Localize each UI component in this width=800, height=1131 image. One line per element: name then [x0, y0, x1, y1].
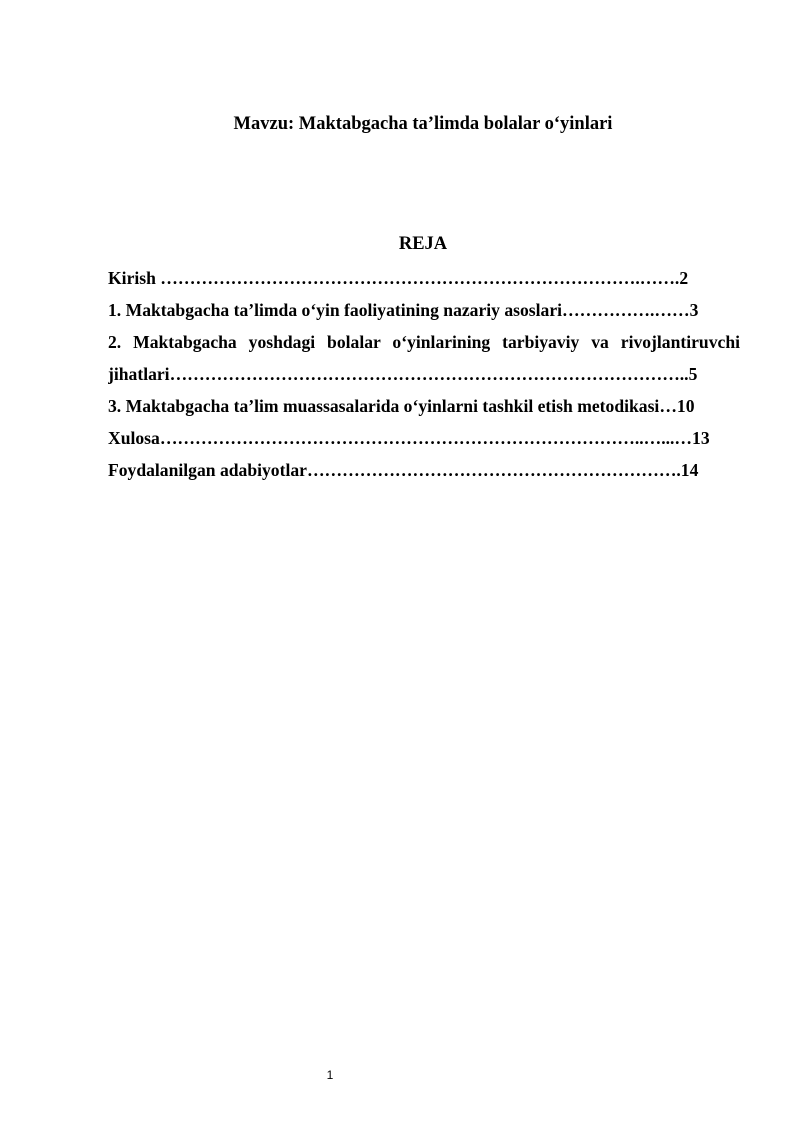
- plan-heading: REJA: [398, 234, 448, 254]
- table-of-contents: [108, 262, 740, 486]
- document-title: Mavzu: Maktabgacha ta’limda bolalar o‘yinlari: [233, 114, 613, 134]
- toc-entry-introduction: Kirish ……………………………………………………………………….…….2: [108, 268, 689, 288]
- toc-entry-chapter-1: 1. Maktabgacha ta’limda o‘yin faoliyatining nazariy asoslari…………….……3: [108, 300, 699, 320]
- toc-entry-chapter-2: 2. Maktabgacha yoshdagi bolalar o‘yinlarining tarbiyaviy va rivojlantiruvchi: [108, 332, 740, 352]
- toc-entry-chapter-3: 3. Maktabgacha ta’lim muassasalarida o‘yinlarni tashkil etish metodikasi…10: [108, 396, 695, 416]
- toc-entry-chapter-2-continued: jihatlari……………………………………………………………………………..5: [108, 364, 698, 384]
- toc-entry-references: Foydalanilgan adabiyotlar……………………………………………………….14: [108, 460, 699, 480]
- toc-entry-conclusion: Xulosa………………………………………………………………………..…...…13: [108, 428, 710, 448]
- page-number: 1: [326, 1068, 334, 1082]
